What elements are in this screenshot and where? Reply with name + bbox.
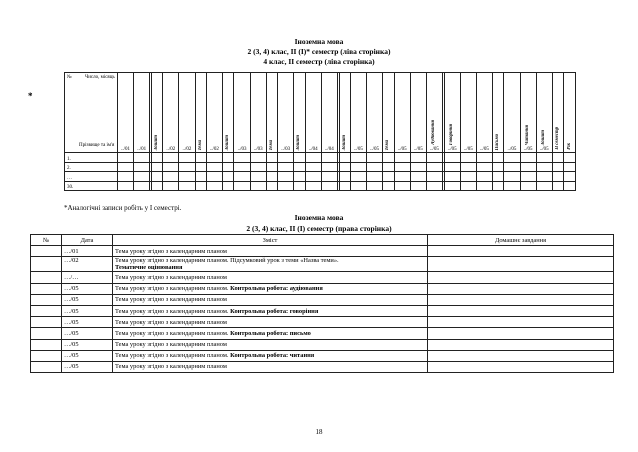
topics-num-cell xyxy=(31,294,62,305)
topics-content-cell xyxy=(113,350,428,361)
grid-cell xyxy=(492,172,503,182)
grid-row-number: 2. xyxy=(65,162,118,172)
topic-assessment: Тематичне оцінювання xyxy=(115,264,183,272)
topics-content-cell xyxy=(113,246,428,257)
topics-row xyxy=(31,305,614,316)
grid-cell xyxy=(195,162,206,172)
grid-cell xyxy=(294,153,305,163)
grid-column-header xyxy=(339,73,350,153)
topics-row xyxy=(31,257,614,272)
grid-cell xyxy=(410,181,426,191)
grid-cell xyxy=(564,181,576,191)
grid-cell xyxy=(151,162,162,172)
grid-row xyxy=(65,153,576,163)
topics-content-cell xyxy=(113,361,428,372)
grid-column-header xyxy=(410,73,426,153)
topics-homework-cell xyxy=(428,317,614,328)
grid-column-header xyxy=(179,73,195,153)
grid-cell xyxy=(426,153,442,163)
grid-cell xyxy=(536,153,552,163)
topics-num-cell xyxy=(31,339,62,350)
grid-column-date: ../05 xyxy=(523,147,533,152)
grid-column-heading: Тема xyxy=(197,139,203,150)
grid-column-heading: Письмо xyxy=(495,133,501,150)
grid-cell xyxy=(278,181,294,191)
grid-column-header xyxy=(163,73,179,153)
topic-text: Тема уроку згідно з календарним планом xyxy=(115,318,227,326)
grid-cell xyxy=(394,181,410,191)
grid-cell xyxy=(410,153,426,163)
grid-column-date: ../05 xyxy=(370,147,380,152)
grid-column-header xyxy=(195,73,206,153)
grid-cell xyxy=(350,153,366,163)
topics-content-cell xyxy=(113,272,428,283)
grid-cell xyxy=(476,153,492,163)
grid-cell xyxy=(504,153,520,163)
grid-cell xyxy=(266,153,277,163)
topics-date-cell: …/… xyxy=(62,272,113,283)
grid-column-header xyxy=(444,73,460,153)
grid-cell xyxy=(383,172,394,182)
grid-cell xyxy=(564,153,576,163)
grid-cell xyxy=(339,172,350,182)
grid-column-heading: Аудіювання xyxy=(431,120,437,145)
grid-column-heading: Рік xyxy=(566,143,572,150)
topics-homework-cell xyxy=(428,283,614,294)
grid-cell xyxy=(250,172,266,182)
journal-subtitle-1: 2 (3, 4) клас, ІІ (І)* семестр (ліва сторінка) xyxy=(247,47,391,56)
topic-assessment: Контрольна робота: говоріння xyxy=(230,307,319,315)
grid-cell xyxy=(234,153,250,163)
grid-cell xyxy=(444,153,460,163)
grid-cell xyxy=(278,162,294,172)
topics-date-cell: …/05 xyxy=(62,361,113,372)
grid-column-header xyxy=(278,73,294,153)
grid-cell xyxy=(339,153,350,163)
grid-cell xyxy=(321,162,337,172)
grid-cell xyxy=(151,153,162,163)
grid-cell xyxy=(460,162,476,172)
topics-num-cell xyxy=(31,257,62,272)
page-number: 18 xyxy=(315,428,323,436)
grid-column-header xyxy=(234,73,250,153)
grid-column-header xyxy=(492,73,503,153)
grid-column-date: ../01 xyxy=(121,147,130,152)
grid-cell xyxy=(266,162,277,172)
grid-cell xyxy=(195,181,206,191)
grid-cell xyxy=(195,172,206,182)
grid-column-header xyxy=(223,73,234,153)
grid-column-heading: Зошит xyxy=(225,134,231,150)
grid-cell xyxy=(321,181,337,191)
grid-column-header xyxy=(520,73,536,153)
topics-num-cell xyxy=(31,350,62,361)
grid-cell xyxy=(460,153,476,163)
topic-text: Тема уроку згідно з календарним планом. xyxy=(115,285,231,293)
grid-cell xyxy=(339,181,350,191)
topic-text: Тема уроку згідно з календарним планом. xyxy=(115,352,231,360)
grid-cell xyxy=(383,162,394,172)
grid-cell xyxy=(179,162,195,172)
grid-cell xyxy=(410,162,426,172)
topics-num-cell xyxy=(31,328,62,339)
grid-cell xyxy=(367,153,383,163)
grid-cell xyxy=(134,172,150,182)
topics-date-cell: …/01 xyxy=(62,246,113,257)
grid-cell xyxy=(305,172,321,182)
grid-row-number: … xyxy=(65,172,118,182)
grid-column-heading: Зошит xyxy=(296,134,302,150)
topics-row xyxy=(31,317,614,328)
grid-cell xyxy=(520,162,536,172)
grid-cell xyxy=(234,181,250,191)
grid-cell xyxy=(350,162,366,172)
grid-column-header xyxy=(504,73,520,153)
grid-cell xyxy=(305,181,321,191)
topics-row xyxy=(31,328,614,339)
grid-cell xyxy=(294,162,305,172)
grid-column-date: ../05 xyxy=(507,147,517,152)
grid-column-header xyxy=(305,73,321,153)
grid-cell xyxy=(294,181,305,191)
grid-cell xyxy=(504,181,520,191)
grid-cell xyxy=(394,172,410,182)
grid-cell xyxy=(552,153,563,163)
grid-column-header xyxy=(151,73,162,153)
grid-column-header xyxy=(552,73,563,153)
grid-cell xyxy=(206,153,222,163)
grid-cell xyxy=(234,172,250,182)
grid-cell xyxy=(536,172,552,182)
topics-content-cell xyxy=(113,305,428,316)
grid-cell xyxy=(179,172,195,182)
grid-column-date: ../03 xyxy=(237,147,247,152)
grid-column-header xyxy=(394,73,410,153)
topics-date-cell: …/05 xyxy=(62,283,113,294)
grid-column-header xyxy=(321,73,337,153)
grid-cell xyxy=(383,181,394,191)
grid-column-header xyxy=(350,73,366,153)
grid-cell xyxy=(367,172,383,182)
journal-subtitle-2: 4 клас, ІІ семестр (ліва сторінка) xyxy=(263,57,375,66)
grid-column-heading: Читання xyxy=(525,124,531,145)
grid-column-heading: Зошит xyxy=(341,134,347,150)
topics-date-cell: …/05 xyxy=(62,317,113,328)
grid-cell xyxy=(367,181,383,191)
grid-cell xyxy=(223,162,234,172)
grid-corner-header xyxy=(65,73,118,153)
grid-cell xyxy=(339,162,350,172)
grid-cell xyxy=(305,153,321,163)
grid-cell xyxy=(134,162,150,172)
grid-cell xyxy=(206,181,222,191)
topic-text: Тема уроку згідно з календарним планом xyxy=(115,341,227,349)
grid-cell xyxy=(492,181,503,191)
grid-column-heading: Зошит xyxy=(541,129,547,145)
topic-text: Тема уроку згідно з календарним планом xyxy=(115,247,227,255)
grid-column-heading: Зошит xyxy=(154,134,160,150)
grid-num-label: № xyxy=(67,75,72,80)
grid-cell xyxy=(294,172,305,182)
topics-homework-cell xyxy=(428,257,614,272)
footnote-marker: * xyxy=(28,91,33,101)
topics-row xyxy=(31,361,614,372)
grid-column-header xyxy=(564,73,576,153)
grid-cell xyxy=(536,162,552,172)
grid-cell xyxy=(426,162,442,172)
grid-row xyxy=(65,162,576,172)
topics-num-cell xyxy=(31,283,62,294)
journal-title: Іноземна мова xyxy=(294,37,344,46)
grid-cell xyxy=(266,172,277,182)
grid-cell xyxy=(278,153,294,163)
grid-row xyxy=(65,172,576,182)
grid-cell xyxy=(223,153,234,163)
grid-column-header xyxy=(460,73,476,153)
topics-num-cell xyxy=(31,317,62,328)
grid-cell xyxy=(234,162,250,172)
grid-column-header xyxy=(134,73,150,153)
grid-column-header xyxy=(367,73,383,153)
topics-row xyxy=(31,246,614,257)
grid-cell xyxy=(118,181,134,191)
footnote-text: *Аналогічні записи робіть у І семестрі. xyxy=(64,204,182,212)
grid-cell xyxy=(426,172,442,182)
topics-content-cell xyxy=(113,317,428,328)
topic-assessment: Контрольна робота: письмо xyxy=(230,329,311,337)
grid-column-date: ../05 xyxy=(463,147,473,152)
topics-content-cell xyxy=(113,328,428,339)
topics-row xyxy=(31,272,614,283)
grid-column-heading: ІІ семестр xyxy=(554,127,560,150)
grid-date-label: Число, місяць xyxy=(85,75,115,80)
grid-column-date: ../05 xyxy=(479,147,489,152)
grid-cell xyxy=(426,181,442,191)
grid-column-header xyxy=(250,73,266,153)
grid-cell xyxy=(564,172,576,182)
grid-cell xyxy=(321,153,337,163)
grid-cell xyxy=(321,172,337,182)
grid-cell xyxy=(492,153,503,163)
grid-cell xyxy=(250,162,266,172)
grid-cell xyxy=(278,172,294,182)
topics-num-cell xyxy=(31,361,62,372)
topic-text: Тема уроку згідно з календарним планом xyxy=(115,296,227,304)
topics-num-cell xyxy=(31,272,62,283)
topics-homework-cell xyxy=(428,246,614,257)
grid-column-heading: Тема xyxy=(385,139,391,150)
grid-column-date: ../04 xyxy=(308,147,318,152)
grid-cell xyxy=(151,181,162,191)
topic-text: Тема уроку згідно з календарним планом. xyxy=(115,307,231,315)
grid-column-heading: Тема xyxy=(268,139,274,150)
grid-column-date: ../02 xyxy=(166,147,176,152)
topics-homework-cell xyxy=(428,361,614,372)
topics-header-cell: Дата xyxy=(62,235,113,246)
grid-row-number: 1. xyxy=(65,153,118,163)
grid-cell xyxy=(394,153,410,163)
grid-cell xyxy=(520,172,536,182)
topics-content-cell xyxy=(113,339,428,350)
topics-homework-cell xyxy=(428,294,614,305)
grid-cell xyxy=(476,162,492,172)
grid-cell xyxy=(134,153,150,163)
grid-column-date: ../05 xyxy=(539,147,549,152)
grid-column-date: ../02 xyxy=(182,147,192,152)
grid-cell xyxy=(367,162,383,172)
grid-column-header xyxy=(476,73,492,153)
grid-column-date: ../03 xyxy=(281,147,291,152)
grid-cell xyxy=(492,162,503,172)
topics-row xyxy=(31,339,614,350)
grid-cell xyxy=(206,172,222,182)
grid-column-date: ../05 xyxy=(413,147,423,152)
topics-date-cell: …/05 xyxy=(62,305,113,316)
topics-header-cell: Зміст xyxy=(113,235,428,246)
grid-cell xyxy=(460,172,476,182)
topics-header-cell: № xyxy=(31,235,62,246)
topics-homework-cell xyxy=(428,328,614,339)
topics-header-cell: Домашнє завдання xyxy=(428,235,614,246)
grid-column-header xyxy=(266,73,277,153)
grid-cell xyxy=(476,181,492,191)
grid-column-date: ../03 xyxy=(253,147,263,152)
topics-date-cell: …/02 xyxy=(62,257,113,272)
grid-column-date: ../02 xyxy=(210,147,219,152)
topics-content-cell xyxy=(113,257,428,272)
topics-subtitle: 2 (3, 4) клас, ІІ (І) семестр (права сторінка) xyxy=(246,224,392,233)
grid-cell xyxy=(536,181,552,191)
topics-homework-cell xyxy=(428,305,614,316)
grid-cell xyxy=(460,181,476,191)
grid-column-header xyxy=(206,73,222,153)
grid-cell xyxy=(520,153,536,163)
grid-cell xyxy=(383,153,394,163)
topics-row xyxy=(31,350,614,361)
topics-date-cell: …/05 xyxy=(62,328,113,339)
grid-row-number: 30. xyxy=(65,181,118,191)
grid-column-header xyxy=(383,73,394,153)
grid-cell xyxy=(504,172,520,182)
grid-cell xyxy=(444,172,460,182)
grid-column-date: ../05 xyxy=(354,147,363,152)
topic-text: Тема уроку згідно з календарним планом xyxy=(115,273,227,281)
topics-homework-cell xyxy=(428,272,614,283)
grid-cell xyxy=(195,153,206,163)
grid-cell xyxy=(520,181,536,191)
topics-num-cell xyxy=(31,246,62,257)
topics-date-cell: …/05 xyxy=(62,339,113,350)
topics-num-cell xyxy=(31,305,62,316)
topic-text: Тема уроку згідно з календарним планом. Підсумковий урок з теми «Назва теми». xyxy=(115,257,339,265)
topics-row xyxy=(31,294,614,305)
topics-homework-cell xyxy=(428,339,614,350)
grid-cell xyxy=(394,162,410,172)
grid-column-date: ../05 xyxy=(447,147,457,152)
grid-cell xyxy=(552,162,563,172)
grid-cell xyxy=(266,181,277,191)
grid-column-header xyxy=(426,73,442,153)
topics-date-cell: …/05 xyxy=(62,294,113,305)
grid-row xyxy=(65,181,576,191)
grid-column-date: ../01 xyxy=(137,147,147,152)
grid-cell xyxy=(134,181,150,191)
grid-cell xyxy=(118,153,134,163)
grid-name-label: Прізвище та ім'я xyxy=(79,143,115,148)
grid-cell xyxy=(410,172,426,182)
grid-cell xyxy=(552,181,563,191)
grid-column-date: ../05 xyxy=(397,147,407,152)
grid-cell xyxy=(305,162,321,172)
grid-cell xyxy=(179,153,195,163)
grid-column-date: ../04 xyxy=(324,147,334,152)
topics-date-cell: …/05 xyxy=(62,350,113,361)
grid-cell xyxy=(250,181,266,191)
grid-cell xyxy=(151,172,162,182)
grades-grid xyxy=(64,72,576,191)
grid-cell xyxy=(206,162,222,172)
topics-title: Іноземна мова xyxy=(294,213,344,222)
grid-cell xyxy=(444,162,460,172)
grid-column-header xyxy=(536,73,552,153)
grid-cell xyxy=(163,172,179,182)
grid-cell xyxy=(223,172,234,182)
grid-cell xyxy=(163,181,179,191)
grid-cell xyxy=(163,162,179,172)
grid-cell xyxy=(350,172,366,182)
grid-column-header xyxy=(294,73,305,153)
grid-cell xyxy=(476,172,492,182)
topics-content-cell xyxy=(113,283,428,294)
grid-cell xyxy=(223,181,234,191)
grid-cell xyxy=(552,172,563,182)
grid-cell xyxy=(350,181,366,191)
grid-column-header xyxy=(118,73,134,153)
grid-cell xyxy=(564,162,576,172)
grid-cell xyxy=(504,162,520,172)
grid-cell xyxy=(179,181,195,191)
topics-homework-cell xyxy=(428,350,614,361)
topics-row xyxy=(31,283,614,294)
topic-text: Тема уроку згідно з календарним планом. xyxy=(115,329,231,337)
grid-column-date: ../05 xyxy=(429,147,439,152)
grid-column-heading: Говоріння xyxy=(449,123,455,145)
topic-text: Тема уроку згідно з календарним планом xyxy=(115,363,227,371)
topics-content-cell xyxy=(113,294,428,305)
grid-cell xyxy=(118,172,134,182)
grid-cell xyxy=(250,153,266,163)
grid-cell xyxy=(444,181,460,191)
grid-cell xyxy=(163,153,179,163)
topic-assessment: Контрольна робота: аудіювання xyxy=(230,285,323,293)
topics-table xyxy=(30,234,614,373)
topic-assessment: Контрольна робота: читання xyxy=(230,352,315,360)
grid-cell xyxy=(118,162,134,172)
